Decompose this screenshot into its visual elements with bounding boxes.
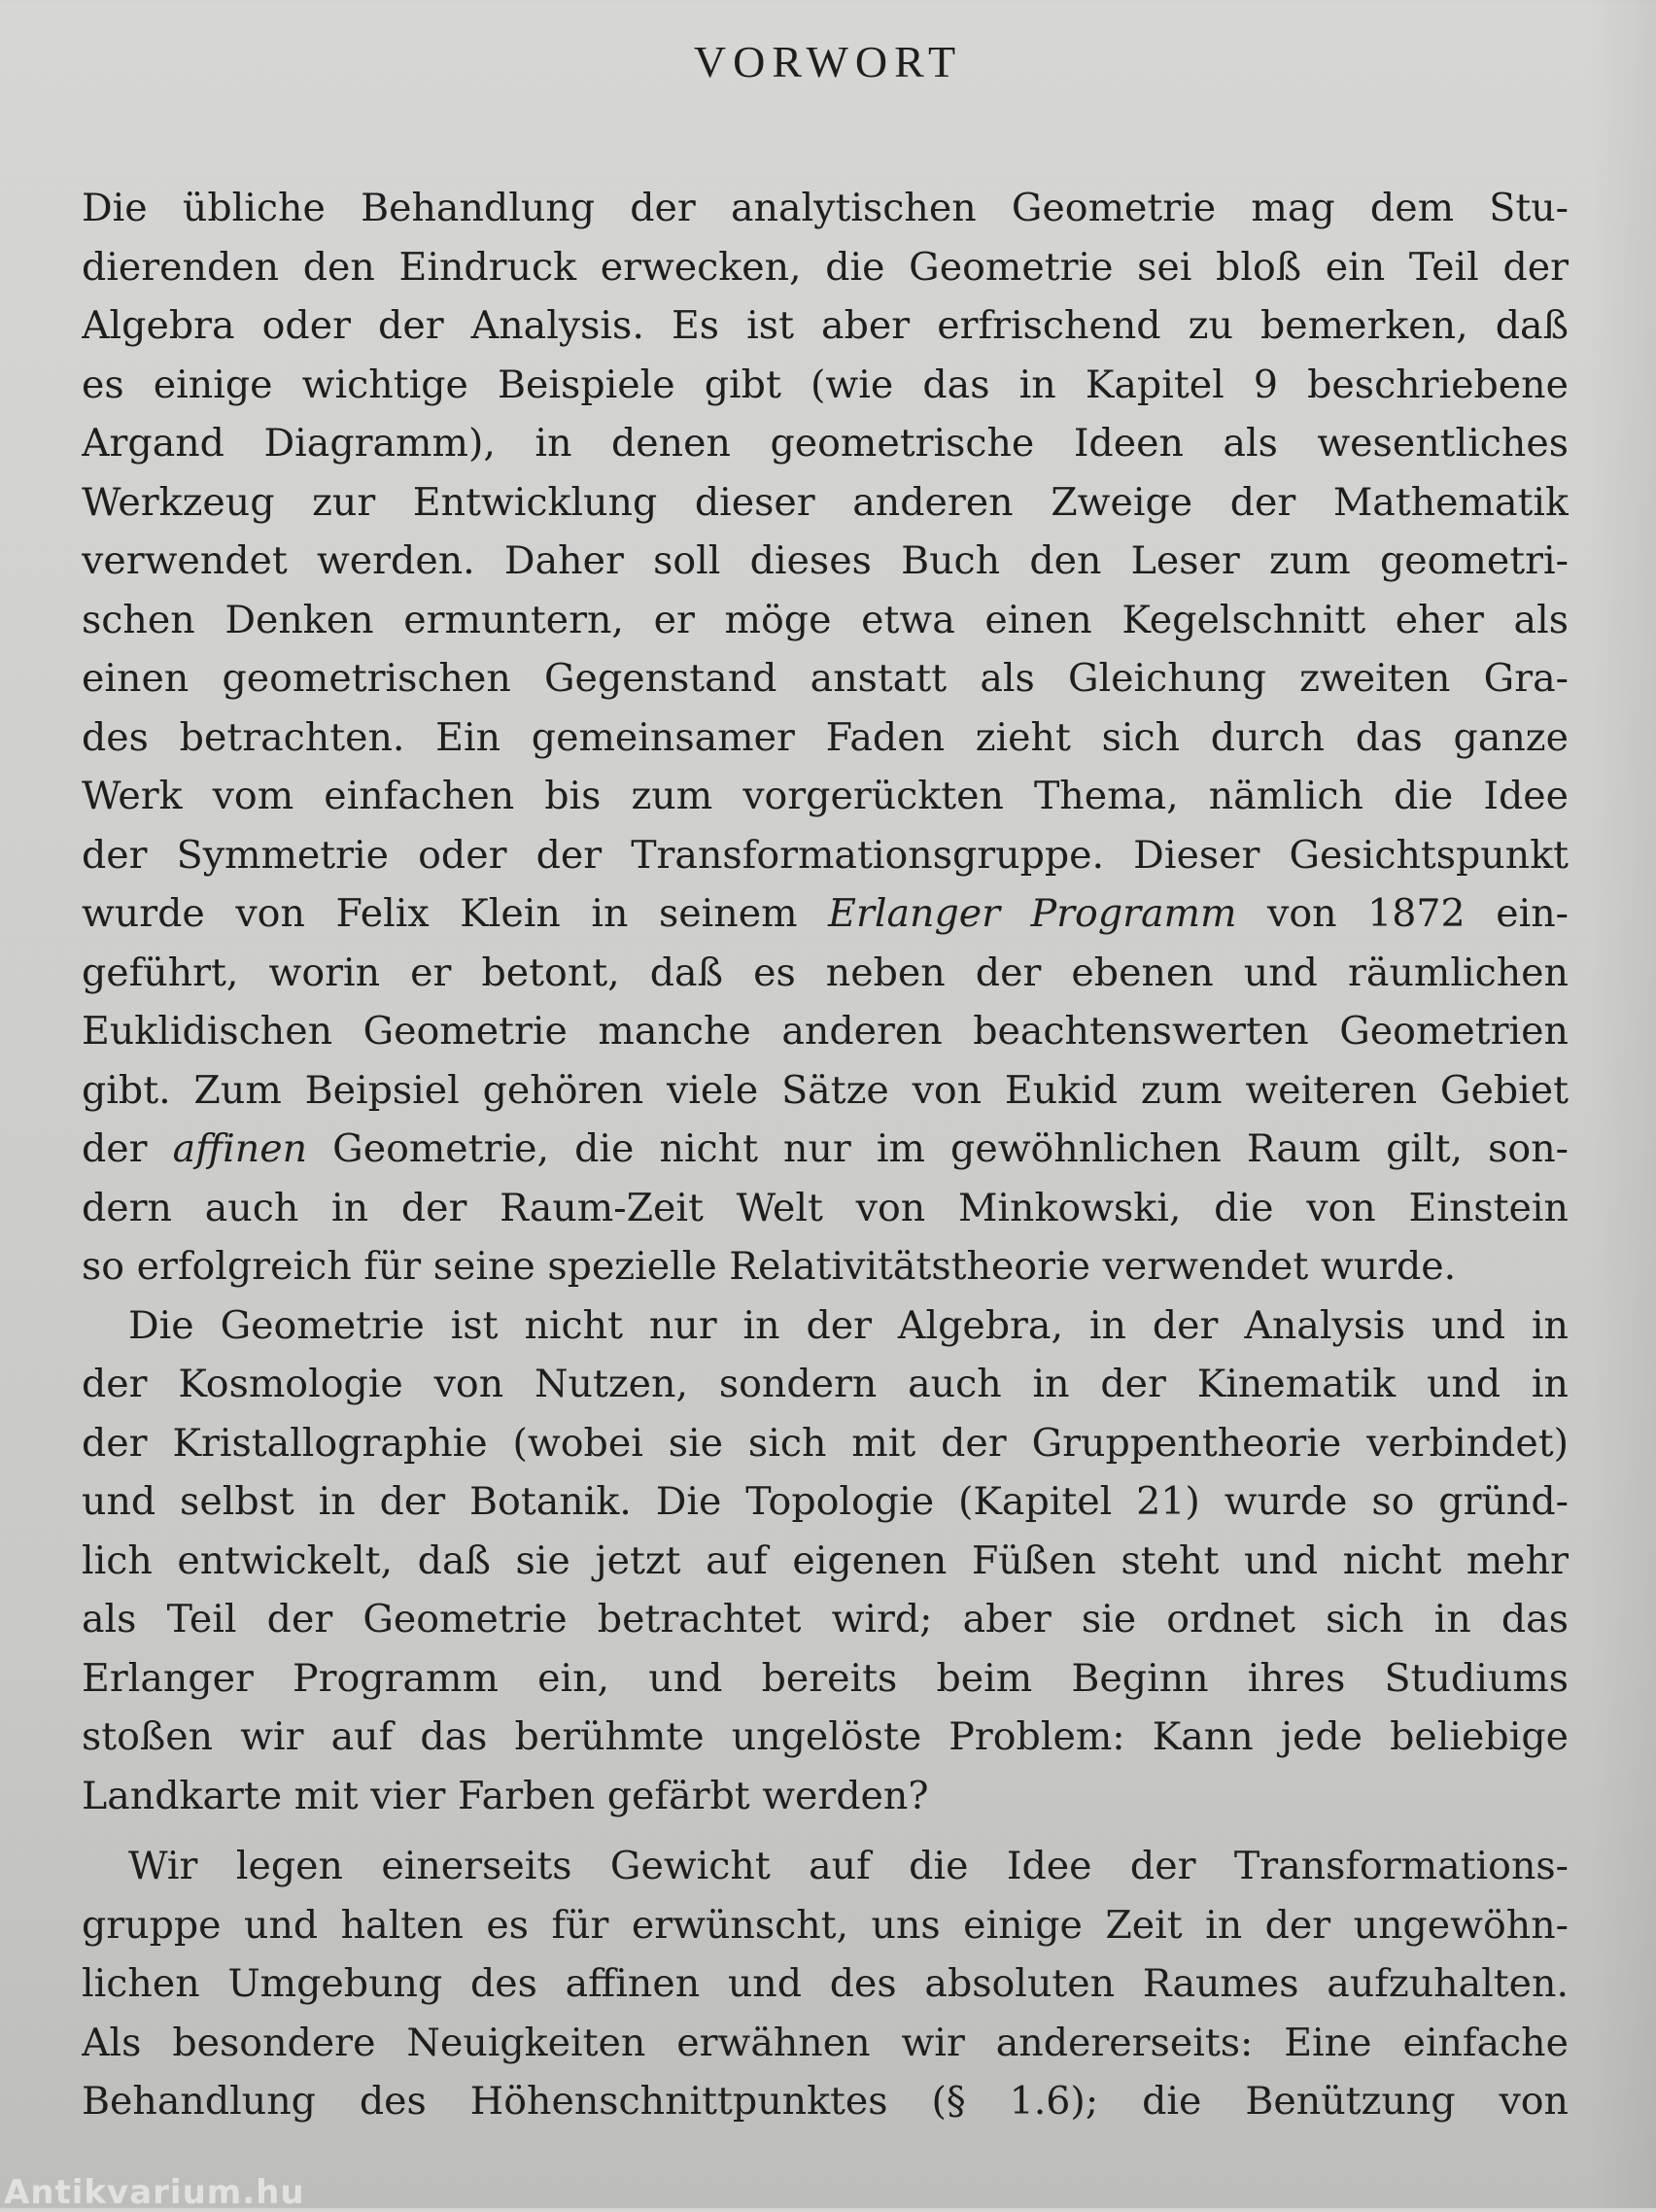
text-line: Die Geometrie ist nicht nur in der Algebra, in der Analysis und in [128,1302,1569,1348]
text-line: Algebra oder der Analysis. Es ist aber erfrischend zu bemerken, daß [82,303,1569,348]
text-line: Landkarte mit vier Farben gefärbt werden? [82,1773,929,1818]
text-line: der Kristallographie (wobei sie sich mit der Gruppentheorie verbindet) [82,1420,1569,1466]
text-line: des betrachten. Ein gemeinsamer Faden zieht sich durch das ganze [82,714,1569,760]
text-line: so erfolgreich für seine spezielle Relativitätstheorie verwendet wurde. [82,1244,1457,1289]
text-line: Werkzeug zur Entwicklung dieser anderen Zweige der Mathematik [82,479,1569,525]
italic-title: Erlanger Programm [828,891,1237,936]
text-line [82,884,1569,944]
text-line: Behandlung des Höhenschnittpunktes (§ 1.6); die Benützung von [82,2079,1569,2124]
text-line: Die übliche Behandlung der analytischen Geometrie mag dem Stu- [82,186,1569,230]
text-line: Als besondere Neuigkeiten erwähnen wir andererseits: Eine einfache [82,2020,1569,2065]
text-line: lich entwickelt, daß sie jetzt auf eigenen Füßen steht und nicht mehr [82,1538,1569,1583]
text-line: dierenden den Eindruck erwecken, die Geometrie sei bloß ein Teil der [82,244,1569,290]
text-line: geführt, worin er betont, daß es neben der ebenen und räumlichen [82,950,1569,995]
text-line: verwendet werden. Daher soll dieses Buch den Leser zum geometri- [82,538,1569,583]
text-line: Euklidischen Geometrie manche anderen beachtenswerten Geometrien [82,1009,1569,1054]
text-run: Geometrie, die nicht nur im gewöhnlichen Raum gilt, son- [307,1126,1569,1171]
text-line: als Teil der Geometrie betrachtet wird; aber sie ordnet sich in das [82,1597,1569,1642]
text-run: der [82,1126,173,1171]
paragraph-2 [82,1296,1569,1826]
text-line: Argand Diagramm), in denen geometrische Ideen als wesentliches [82,421,1569,466]
text-line [82,1120,1569,1179]
text-line: Werk vom einfachen bis zum vorgerückten Thema, nämlich die Idee [82,774,1569,818]
paragraph-3 [82,1837,1569,2131]
page-edge-shadow [1588,0,1656,2208]
text-line: Wir legen einerseits Gewicht auf die Idee der Transformations- [128,1844,1569,1888]
text-line: lichen Umgebung des affinen und des absoluten Raumes aufzuhalten. [82,1961,1569,2006]
text-line: Erlanger Programm ein, und bereits beim Beginn ihres Studiums [82,1655,1569,1701]
text-line: gibt. Zum Beipsiel gehören viele Sätze von Eukid zum weiteren Gebiet [82,1067,1569,1113]
text-line: gruppe und halten es für erwünscht, uns einige Zeit in der ungewöhn- [82,1902,1569,1948]
text-line: dern auch in der Raum-Zeit Welt von Minkowski, die von Einstein [82,1185,1569,1230]
paragraph-1 [82,179,1569,1296]
text-line: schen Denken ermuntern, er möge etwa einen Kegelschnitt eher als [82,597,1569,642]
watermark: Antikvarium.hu [4,2173,305,2212]
body-text [82,179,1569,2131]
text-line: es einige wichtige Beispiele gibt (wie das in Kapitel 9 beschriebene [82,362,1569,407]
text-line: der Symmetrie oder der Transformationsgruppe. Dieser Gesichtspunkt [82,832,1569,878]
text-line: stoßen wir auf das berühmte ungelöste Problem: Kann jede beliebige [82,1714,1569,1759]
text-line: und selbst in der Botanik. Die Topologie (Kapitel 21) wurde so gründ- [82,1479,1569,1524]
text-run: von 1872 ein- [1236,891,1569,936]
text-line: der Kosmologie von Nutzen, sondern auch in der Kinematik und in [82,1362,1569,1406]
text-run: wurde von Felix Klein in seinem [82,891,829,936]
page-title: VORWORT [693,37,963,86]
paragraph-gap [82,1825,1569,1837]
italic-word: affinen [172,1126,308,1171]
text-line: einen geometrischen Gegenstand anstatt als Gleichung zweiten Gra- [82,656,1569,701]
